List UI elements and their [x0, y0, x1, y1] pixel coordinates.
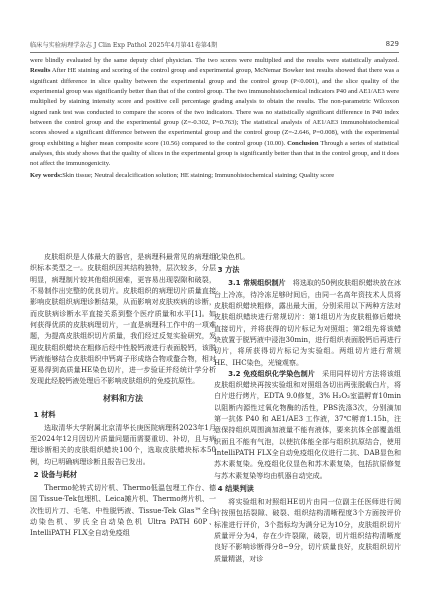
subsection-title-results-reading: 4 结果判读 — [217, 483, 254, 493]
running-header — [30, 40, 399, 52]
abstract-conclusion-text: Through a series of statistical analyses, this study shows that the quality of slices in the experimental group is significantly better than that in the control group, and it does not affect the immunogenicity. — [30, 139, 399, 168]
equipment-paragraph-continued: 化染色机。 — [214, 252, 250, 261]
subsubsection-title-ihc: 3.2 免疫组织化学染色制片 — [228, 368, 315, 378]
keywords-list: Skin tissue; Neutral decalcification solution; HE staining; Immunohistochemical staining; Quality score — [62, 171, 335, 179]
header-divider — [30, 52, 399, 53]
routine-preparation-paragraph — [214, 277, 401, 368]
keywords-line — [30, 171, 399, 181]
equipment-paragraph: Thermo轮转式切片机、Thermo低温包埋工作台、德国 Tissue-Tek包埋机、Leica摊片机、Thermo烤片机、一次性切片刀、毛笔、中性脱钙液、Tissue-Tek Glas™全自动染色机、罗氏全自动染色机 Ultra PATH 60P、IntelliPATH FLX全自动免疫组 — [30, 483, 216, 538]
intro-paragraph: 皮肤组织是人体最大的器官，是病理科最常见的病理组织标本类型之一。皮肤组织因其结构独特，层次较多，分层明显，病理制片较其他组织困难，更容易出现裂隙和破裂，不易制作出完整的优良切片。皮肤组织的病理切片质量直接影响皮肤组织病理诊断结果，从而影响对皮肤疾病的诊断，而皮肤病诊断水平直接关系到整个医疗质量和水平[1]。如何获得优质的皮肤病理切片，一直是病理科工作中的一项难题，为提高皮肤组织切片质量，我们经过反复实验研究，发现皮肤组织蜡块在粗修后经中性脱钙液进行表面脱钙，该脱钙液能够结合皮肤组织中钙离子形成络合物或螯合物，相对更易得到高质量HE染色切片，进一步验证并经统计学分析发现此经脱钙液处理后不影响皮肤组织的免疫抗原性。 — [30, 252, 216, 386]
results-reading-paragraph: 将实验组和对照组HE切片由同一位副主任医师进行阅片按照包括裂隙、破裂、组织结构清晰程度3个方面按评价标准进行评价，3个指标均为满分记为10分，皮肤组织切片质量评分为4，存在少许裂隙，破裂，切片组织结构清晰度良好不影响诊断得分8~9分，切片质量良好，皮肤组织切片质量精湛，对诊 — [214, 496, 401, 563]
subsection-title-methods: 3 方法 — [217, 265, 240, 275]
abstract-paragraph — [30, 56, 399, 170]
ihc-preparation-paragraph — [214, 368, 401, 481]
ihc-preparation-text: 采用同样切片方法将该组皮肤组织蜡块再按实验组和对照组各切出两张脱载白片，将白片进行烤片，EDTA 9.0修复，3% H₂O₂室温孵育10min以阻断内源性过氧化物酶的活性，PBS洗涤3次，分别滴加第一抗体 P40 和 AE1/AE3 工作液，37℃孵育1.15h，注意保持组织周围滴加液量不能有液体，要来抗体全部覆盖组织面且不能有气泡，以使抗体能全部与组织抗原结合，使用IntelliPATH FLX全自动免疫组化仪进行二抗、DAB显色和苏木素复染。免疫组化仪显色和苏木素复染，包括抗原修复与苏木素复染等均由机器自动完成。 — [214, 368, 401, 480]
english-abstract — [30, 56, 399, 181]
right-column — [214, 251, 401, 564]
routine-preparation-text: 将选取的50例皮肤组织蜡块放在冰台上冷冻，待冷冻足够时间后，由同一名高年资技术人员将皮肤组织蜡块粗修，露出最大面，分别采用以下两种方法对皮肤组织蜡块进行常规切片：第1组切片为皮肤粗修后蜡块直接切片，并将获得的切片标记为对照组；第2组先将该蜡块放置于脱钙液中浸泡30min，进行组织表面脱钙后再进行切片，将所获得切片标记为实验组。两组切片进行常规HE、IHC染色，光镜观察。 — [214, 278, 402, 367]
subsection-title-materials: 1 材料 — [33, 409, 56, 419]
keywords-label: Key words: — [30, 171, 63, 179]
materials-paragraph: 选取清华大学附属北京清华长庚医院病理科2023年1月至2024年12月因切片质量问题而需要重切、补切，且与病理诊断相关的皮肤组织蜡块100个，选取皮肤蜡块标本50例，均已明确病理诊断且报告已发出。 — [30, 422, 216, 466]
journal-citation: 临床与实验病理学杂志 J Clin Exp Pathol 2025年4月第41卷第4期 — [30, 42, 218, 49]
abstract-results-text: After HE staining and scoring of the control group and experimental group, McNemar Bowker test results showed that there was a significant difference in slice quality between the experimental group and the control group (P<0.001), and the slice quality of the experimental group was significantly better than that of the control group. The two immunohistochemical indicators P40 and AE1/AE3 were multiplied by staining intensity score and positive cell percentage grading analysis to obtain the results. The non-parametric Wilcoxon signed rank test was conducted to compare the scores of the two indicators. There was no statistically significant difference in P40 index between the control group and the experimental group (Z=-0.302, P=0.763); The statistical analysis of AE1/AE3 immunohistochemical scores showed a significant difference between the experimental group and the control group (Z=-2.646, P=0.008), with the experimental group exhibiting a higher mean composite score (10.56) compared to the control group (10.00). — [30, 67, 399, 147]
subsubsection-title-routine: 3.1 常规组织制片 — [228, 278, 286, 288]
results-label: Results — [30, 67, 51, 75]
conclusion-label: Conclusion — [287, 139, 319, 147]
abstract-methods-tail: were blindly evaluated by the same deputy chief physician. The two scores were multiplied and the results were statistically analyzed. — [30, 57, 399, 64]
left-column — [30, 251, 216, 539]
page-number: 829 — [385, 40, 399, 48]
section-title-materials-methods: 材料和方法 — [103, 393, 143, 403]
subsection-title-equipment: 2 设备与耗材 — [33, 470, 78, 479]
